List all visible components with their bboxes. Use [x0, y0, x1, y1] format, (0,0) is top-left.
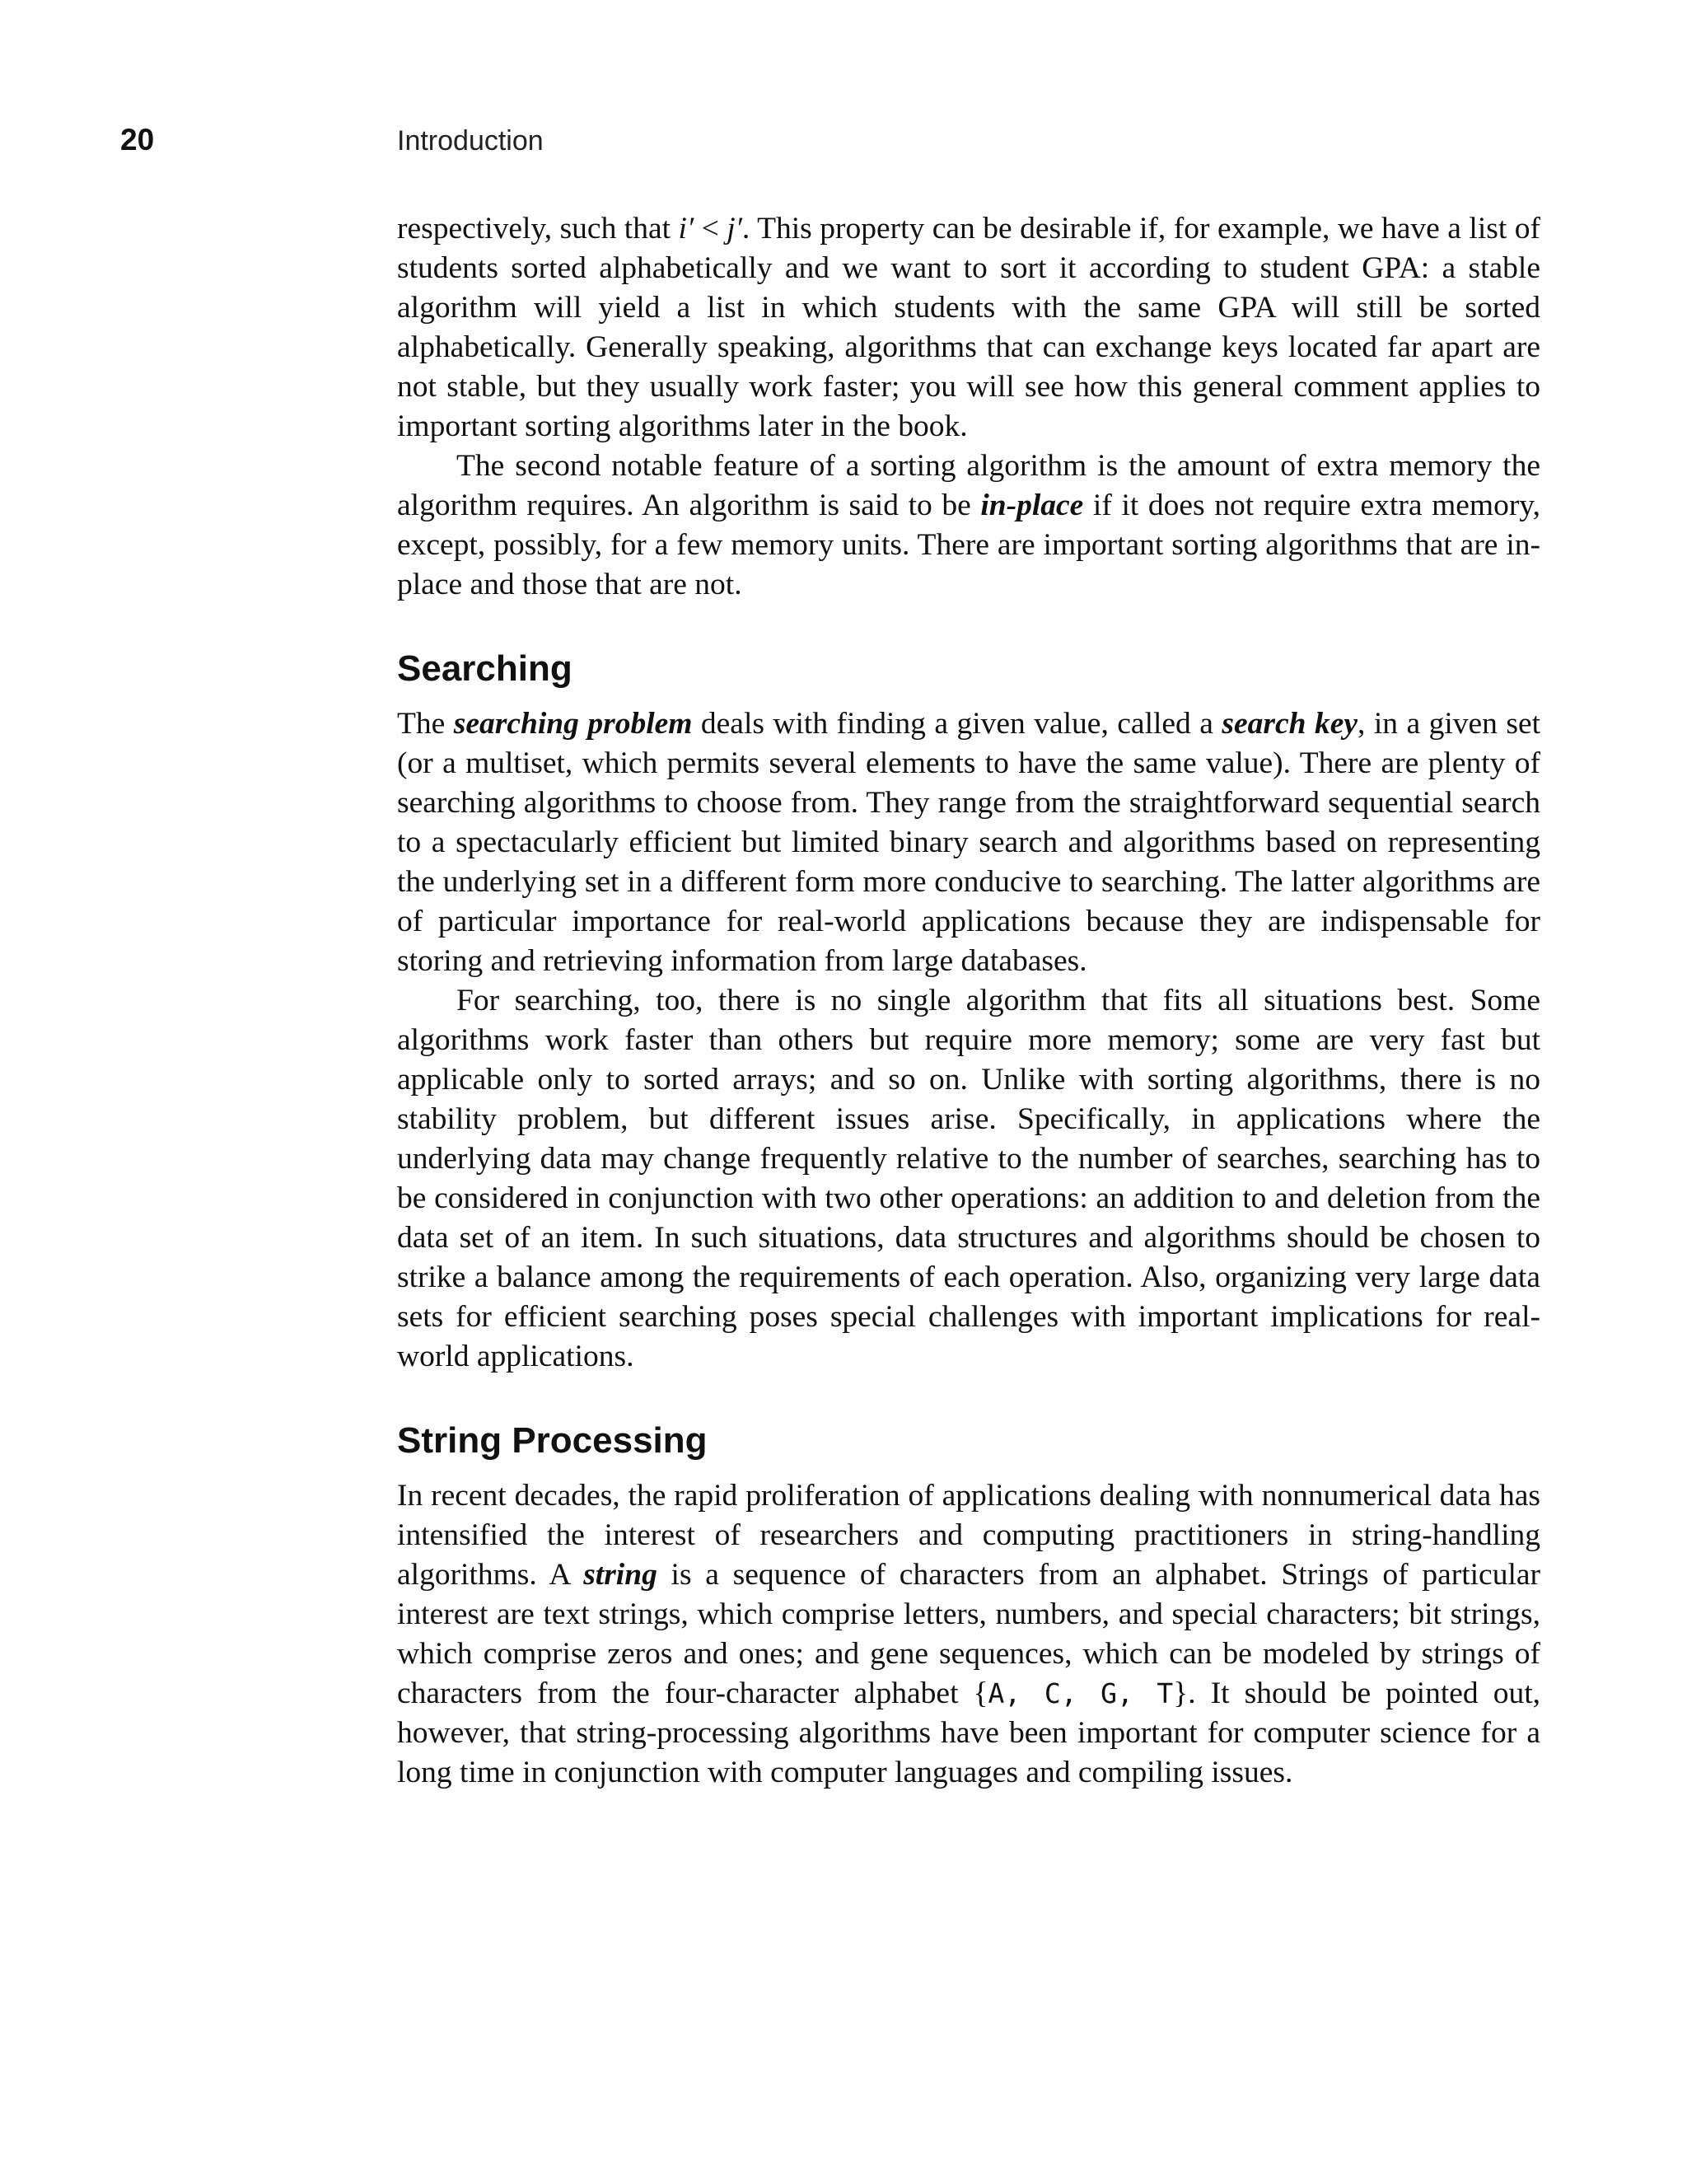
term-search-key: search key [1222, 707, 1358, 741]
section-heading-string-processing: String Processing [397, 1420, 708, 1461]
text-run: The [397, 707, 454, 741]
section-heading-searching: Searching [397, 648, 572, 689]
math-i-prime: i′ [678, 212, 694, 246]
term-searching-problem: searching problem [453, 707, 693, 741]
page-number: 20 [120, 123, 155, 157]
text-run: In recent decades, the rapid proliferation of applications dealing with nonnumerical data has intensified the interest of researchers and computing practitioners in string-handling algorithms. A [397, 1479, 1540, 1592]
text-run: , in a given set (or a multiset, which permits several elements to have the same value). There are plenty of searching algorithms to choose from. They range from the straightforward sequential search to a spectacularly efficient but limited binary search and algorithms based on representing the underlying set in a different form more conducive to searching. The latter algorithms are of particular importance for real-world applications because they are indispensable for storing and retrieving information from large databases. [397, 707, 1541, 978]
text-run: The second notable feature of a sorting algorithm is the amount of extra memory the algorithm requires. An algorithm is said to be [397, 449, 1540, 522]
paragraph-searching-problem [397, 704, 1540, 981]
text-run: deals with finding a given value, called a [692, 707, 1222, 741]
paragraph-in-place [397, 447, 1540, 605]
text-run: if it does not require extra memory, except, possibly, for a few memory units. There are important sorting algorithms that are in-place and those that are not. [397, 489, 1540, 601]
term-in-place: in-place [980, 489, 1084, 522]
page-body [397, 209, 1540, 1793]
math-j-prime: j′ [727, 212, 742, 246]
math-less-than: < [694, 212, 727, 246]
text-run: is a sequence of characters from an alphabet. Strings of particular interest are text strings, which comprise letters, numbers, and special characters; bit strings, which comprise zeros and ones; and gene sequences, which can be modeled by strings of characters from the four-character alphabet { [397, 1558, 1541, 1710]
text-run: }. It should be pointed out, however, that string-processing algorithms have been important for computer science for a long time in conjunction with computer languages and compiling issues. [397, 1677, 1540, 1789]
text-run: respectively, such that [397, 212, 679, 246]
alphabet-acgt: A, C, G, T [988, 1677, 1174, 1709]
running-head: Introduction [397, 125, 544, 157]
paragraph-stability [397, 209, 1540, 447]
text-run: . This property can be desirable if, for example, we have a list of students sorted alphabetically and we want to sort it according to student GPA: a stable algorithm will yield a list in which students with the same GPA will still be sorted alphabetically. Generally speaking, algorithms that can exchange keys located far apart are not stable, but they usually work faster; you will see how this general comment applies to important sorting algorithms later in the book. [397, 212, 1541, 443]
paragraph-searching-issues: For searching, too, there is no single algorithm that fits all situations best. Some algorithms work faster than others but require more memory; some are very fast but applicable only to sorted arrays; and so on. Unlike with sorting algorithms, there is no stability problem, but different issues arise. Specifically, in applications where the underlying data may change frequently relative to the number of searches, searching has to be considered in conjunction with two other operations: an addition to and deletion from the data set of an item. In such situations, data structures and algorithms should be chosen to strike a balance among the requirements of each operation. Also, organizing very large data sets for efficient searching poses special challenges with important implications for real-world applications. [397, 984, 1540, 1373]
paragraph-string-processing [397, 1476, 1540, 1793]
term-string: string [583, 1558, 657, 1592]
